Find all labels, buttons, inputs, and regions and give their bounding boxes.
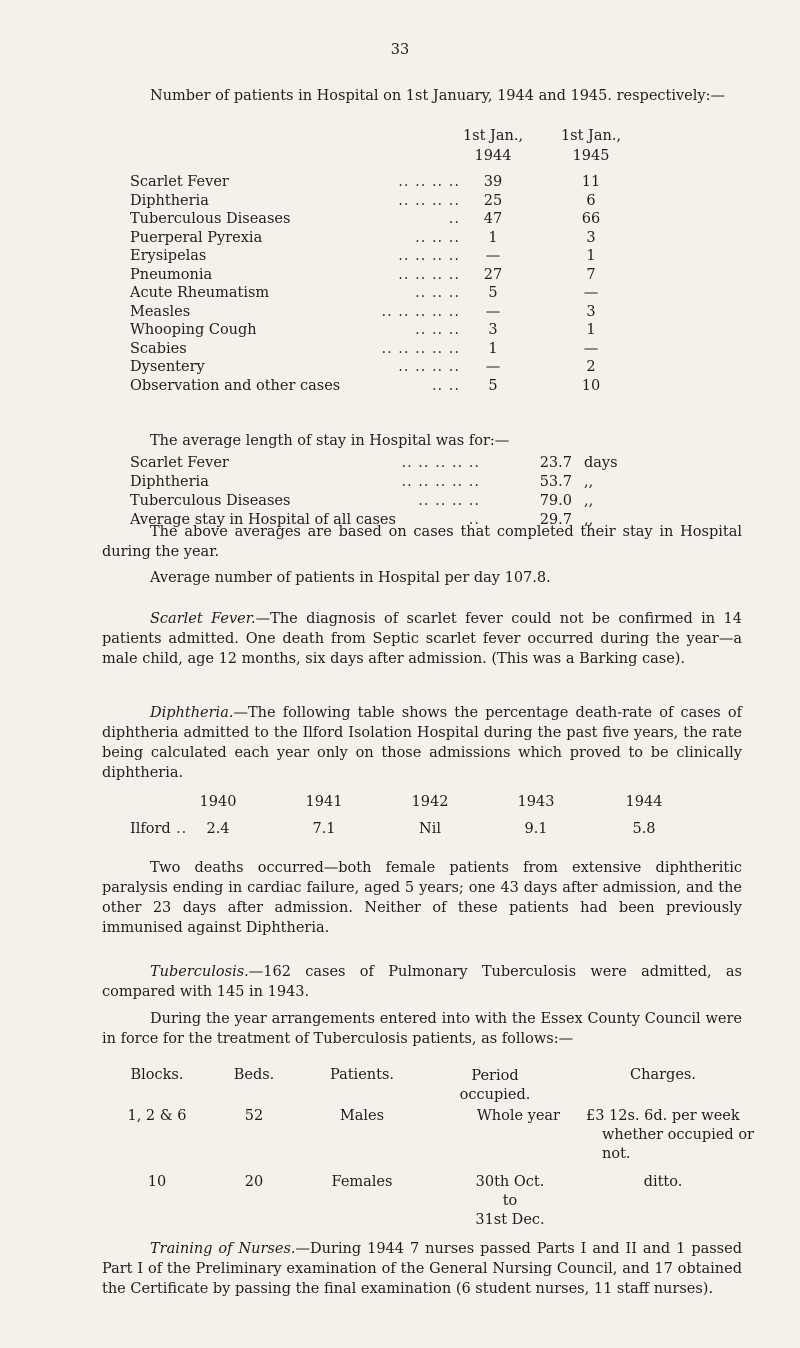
row-leader: .. .. .. bbox=[415, 229, 460, 246]
patients-table-row bbox=[0, 230, 800, 250]
year-header: 1943 bbox=[517, 794, 555, 810]
row-label: Pneumonia bbox=[130, 266, 213, 283]
value-1945: 1 bbox=[586, 322, 596, 338]
diphtheria-row-leader: .. bbox=[176, 821, 188, 837]
training-nurses-paragraph bbox=[102, 1239, 742, 1299]
stay-value: 29.7 bbox=[539, 512, 572, 528]
stay-unit: ,, bbox=[584, 474, 594, 490]
cell-period-line: 30th Oct. bbox=[475, 1174, 545, 1190]
death-rate-value: Nil bbox=[419, 821, 441, 837]
scarlet-fever-text: —The diagnosis of scarlet fever could not be confirmed in 14 patients admitted. One death from Septic scarlet fever occurred during the year—a male child, age 12 months, six days after admission. (This was a Barking case). bbox=[102, 611, 743, 667]
value-1945: — bbox=[583, 340, 599, 357]
row-label: Scarlet Fever bbox=[130, 174, 229, 190]
death-rate-value: 7.1 bbox=[312, 821, 336, 837]
training-nurses-text: —During 1944 7 nurses passed Parts I and II and 1 passed Part I of the Preliminary examination of the General Nursing Council, and 17 obtained the Certificate by passing the final examination (6 student nurses, 11 staff nurses). bbox=[102, 1241, 742, 1297]
page-number: 33 bbox=[390, 42, 410, 58]
patients-table-row bbox=[0, 304, 800, 324]
value-1945: 1 bbox=[586, 248, 596, 264]
stay-label: Average stay in Hospital of all cases bbox=[130, 512, 396, 528]
stay-label: Tuberculous Diseases bbox=[130, 493, 291, 509]
year-header: 1941 bbox=[305, 794, 343, 810]
row-leader: .. .. .. bbox=[415, 285, 460, 301]
stay-label: Diphtheria bbox=[130, 474, 209, 490]
cell-charges-line: not. bbox=[602, 1146, 631, 1162]
value-1944: 3 bbox=[488, 322, 498, 338]
tb-table-header bbox=[0, 1067, 800, 1107]
avg-patients-text: Average number of patients in Hospital per day 107.8. bbox=[150, 570, 551, 586]
stay-table-row bbox=[0, 493, 800, 513]
row-label: Whooping Cough bbox=[130, 322, 257, 338]
row-label: Tuberculous Diseases bbox=[130, 211, 291, 227]
diphtheria-table-header bbox=[0, 794, 800, 814]
scarlet-fever-heading: Scarlet Fever. bbox=[150, 611, 256, 627]
tuberculosis-text: —162 cases of Pulmonary Tuberculosis were admitted, as compared with 145 in 1943. bbox=[102, 964, 742, 1000]
essex-paragraph: During the year arrangements entered into with the Essex County Council were in force for the treatment of Tuberculosis patients, as follows:— bbox=[102, 1011, 742, 1047]
tuberculosis-heading: Tuberculosis. bbox=[150, 964, 249, 980]
row-label: Measles bbox=[130, 303, 191, 320]
cell-period-line: 31st Dec. bbox=[475, 1212, 545, 1228]
training-nurses-heading: Training of Nurses. bbox=[150, 1241, 296, 1257]
cell-charges: ditto. bbox=[643, 1174, 683, 1190]
tuberculosis-paragraph bbox=[102, 962, 742, 1002]
value-1945: 11 bbox=[581, 174, 601, 190]
row-leader: .. .. .. .. bbox=[398, 192, 460, 209]
tb-table-row bbox=[0, 1108, 800, 1168]
value-1944: — bbox=[485, 303, 501, 320]
death-rate-value: 5.8 bbox=[632, 821, 656, 837]
value-1945: 3 bbox=[586, 303, 596, 320]
row-leader: .. bbox=[448, 211, 460, 227]
row-label: Puerperal Pyrexia bbox=[130, 229, 263, 246]
tb-table-row bbox=[0, 1174, 800, 1234]
row-label: Observation and other cases bbox=[130, 377, 341, 394]
row-label: Scabies bbox=[130, 340, 187, 357]
stay-leader: .. bbox=[468, 512, 480, 528]
header-patients: Patients. bbox=[329, 1067, 394, 1083]
year-header: 1944 bbox=[625, 794, 663, 810]
value-1945: — bbox=[583, 285, 599, 301]
diphtheria-heading: Diphtheria. bbox=[150, 705, 234, 721]
row-label: Diphtheria bbox=[130, 192, 209, 209]
cell-patients: Males bbox=[339, 1108, 385, 1124]
row-leader: .. .. .. .. .. bbox=[381, 303, 460, 320]
value-1945: 10 bbox=[581, 377, 601, 394]
stay-intro: The average length of stay in Hospital was for:— bbox=[150, 433, 510, 449]
stay-unit: days bbox=[584, 455, 618, 471]
cell-beds: 52 bbox=[244, 1108, 264, 1124]
row-leader: .. .. .. .. .. bbox=[381, 340, 460, 357]
stay-leader: .. .. .. .. .. bbox=[401, 474, 480, 490]
patients-table-row bbox=[0, 359, 800, 379]
value-1944: 47 bbox=[483, 211, 503, 227]
diphtheria-text: —The following table shows the percentage death-rate of cases of diphtheria admitted to the Ilford Isolation Hospital during the past five years, the rate being calculated each year only on those admissions which proved to be clinically diphtheria. bbox=[102, 705, 742, 781]
value-1945: 3 bbox=[586, 229, 596, 246]
value-1944: 25 bbox=[483, 192, 503, 209]
stay-value: 79.0 bbox=[539, 493, 572, 509]
cell-period: Whole year bbox=[476, 1108, 560, 1124]
header-blocks: Blocks. bbox=[130, 1067, 184, 1083]
death-rate-value: 9.1 bbox=[524, 821, 548, 837]
value-1944: 39 bbox=[483, 174, 503, 190]
row-leader: .. .. .. .. bbox=[398, 359, 460, 375]
patients-table-row bbox=[0, 341, 800, 361]
value-1944: 5 bbox=[488, 377, 498, 394]
year-header: 1942 bbox=[411, 794, 449, 810]
patients-table-row bbox=[0, 267, 800, 287]
value-1945: 6 bbox=[586, 192, 596, 209]
stay-table-row bbox=[0, 474, 800, 494]
col-header-1944-line1: 1st Jan., bbox=[462, 128, 524, 144]
diphtheria-table-row bbox=[0, 821, 800, 841]
patients-table-row bbox=[0, 378, 800, 398]
header-charges: Charges. bbox=[630, 1067, 696, 1083]
row-leader: .. .. .. .. bbox=[398, 248, 460, 264]
patients-table-row bbox=[0, 211, 800, 231]
cell-blocks: 10 bbox=[147, 1174, 167, 1190]
cell-period-line: to bbox=[502, 1193, 518, 1209]
cell-charges-line: £3 12s. 6d. per week bbox=[586, 1108, 740, 1124]
col-header-1945 bbox=[546, 126, 636, 166]
value-1945: 66 bbox=[581, 211, 601, 227]
value-1945: 7 bbox=[586, 266, 596, 283]
value-1944: 5 bbox=[488, 285, 498, 301]
averages-note: The above averages are based on cases that completed their stay in Hospital during the year. bbox=[102, 524, 742, 560]
value-1944: 1 bbox=[488, 340, 498, 357]
row-label: Erysipelas bbox=[130, 248, 207, 264]
stay-leader: .. .. .. .. bbox=[418, 493, 480, 509]
stay-unit: ,, bbox=[584, 493, 594, 509]
row-leader: .. .. bbox=[431, 377, 460, 394]
intro-text: Number of patients in Hospital on 1st January, 1944 and 1945. respectively:— bbox=[150, 88, 725, 104]
patients-table-row bbox=[0, 248, 800, 268]
col-header-1944 bbox=[448, 126, 538, 166]
row-label: Acute Rheumatism bbox=[130, 285, 270, 301]
patients-table-row bbox=[0, 174, 800, 194]
value-1944: 27 bbox=[483, 266, 503, 283]
scarlet-fever-paragraph bbox=[102, 609, 742, 669]
cell-beds: 20 bbox=[244, 1174, 264, 1190]
stay-value: 53.7 bbox=[539, 474, 572, 490]
col-header-1945-line2: 1945 bbox=[572, 148, 610, 164]
stay-value: 23.7 bbox=[539, 455, 572, 471]
row-leader: .. .. .. .. bbox=[398, 266, 460, 283]
value-1944: — bbox=[485, 248, 501, 264]
cell-patients: Females bbox=[331, 1174, 393, 1190]
row-label: Dysentery bbox=[130, 359, 205, 375]
col-header-1945-line1: 1st Jan., bbox=[560, 128, 622, 144]
header-period: Period occupied. bbox=[459, 1068, 531, 1103]
header-beds: Beds. bbox=[233, 1067, 275, 1083]
value-1944: — bbox=[485, 359, 501, 375]
cell-blocks: 1, 2 & 6 bbox=[127, 1108, 187, 1124]
patients-table-row bbox=[0, 322, 800, 342]
row-leader: .. .. .. bbox=[415, 322, 460, 338]
patients-table-row bbox=[0, 193, 800, 213]
diphtheria-deaths-paragraph: Two deaths occurred—both female patients from extensive diphtheritic paralysis ending in cardiac failure, aged 5 years; one 43 days after admission, and the other 23 days after admission. Neither of these patients had been previously immunised against Diphtheria. bbox=[102, 860, 742, 936]
stay-table-row bbox=[0, 455, 800, 475]
patients-table-row bbox=[0, 285, 800, 305]
stay-leader: .. .. .. .. .. bbox=[401, 455, 480, 471]
value-1944: 1 bbox=[488, 229, 498, 246]
row-leader: .. .. .. .. bbox=[398, 174, 460, 190]
year-header: 1940 bbox=[199, 794, 237, 810]
col-header-1944-line2: 1944 bbox=[474, 148, 512, 164]
value-1945: 2 bbox=[586, 359, 596, 375]
diphtheria-paragraph bbox=[102, 703, 742, 783]
death-rate-value: 2.4 bbox=[206, 821, 230, 837]
stay-unit: ,, bbox=[584, 512, 594, 528]
stay-label: Scarlet Fever bbox=[130, 455, 229, 471]
cell-charges-line: whether occupied or bbox=[602, 1127, 754, 1143]
diphtheria-row-label: Ilford bbox=[130, 821, 171, 837]
